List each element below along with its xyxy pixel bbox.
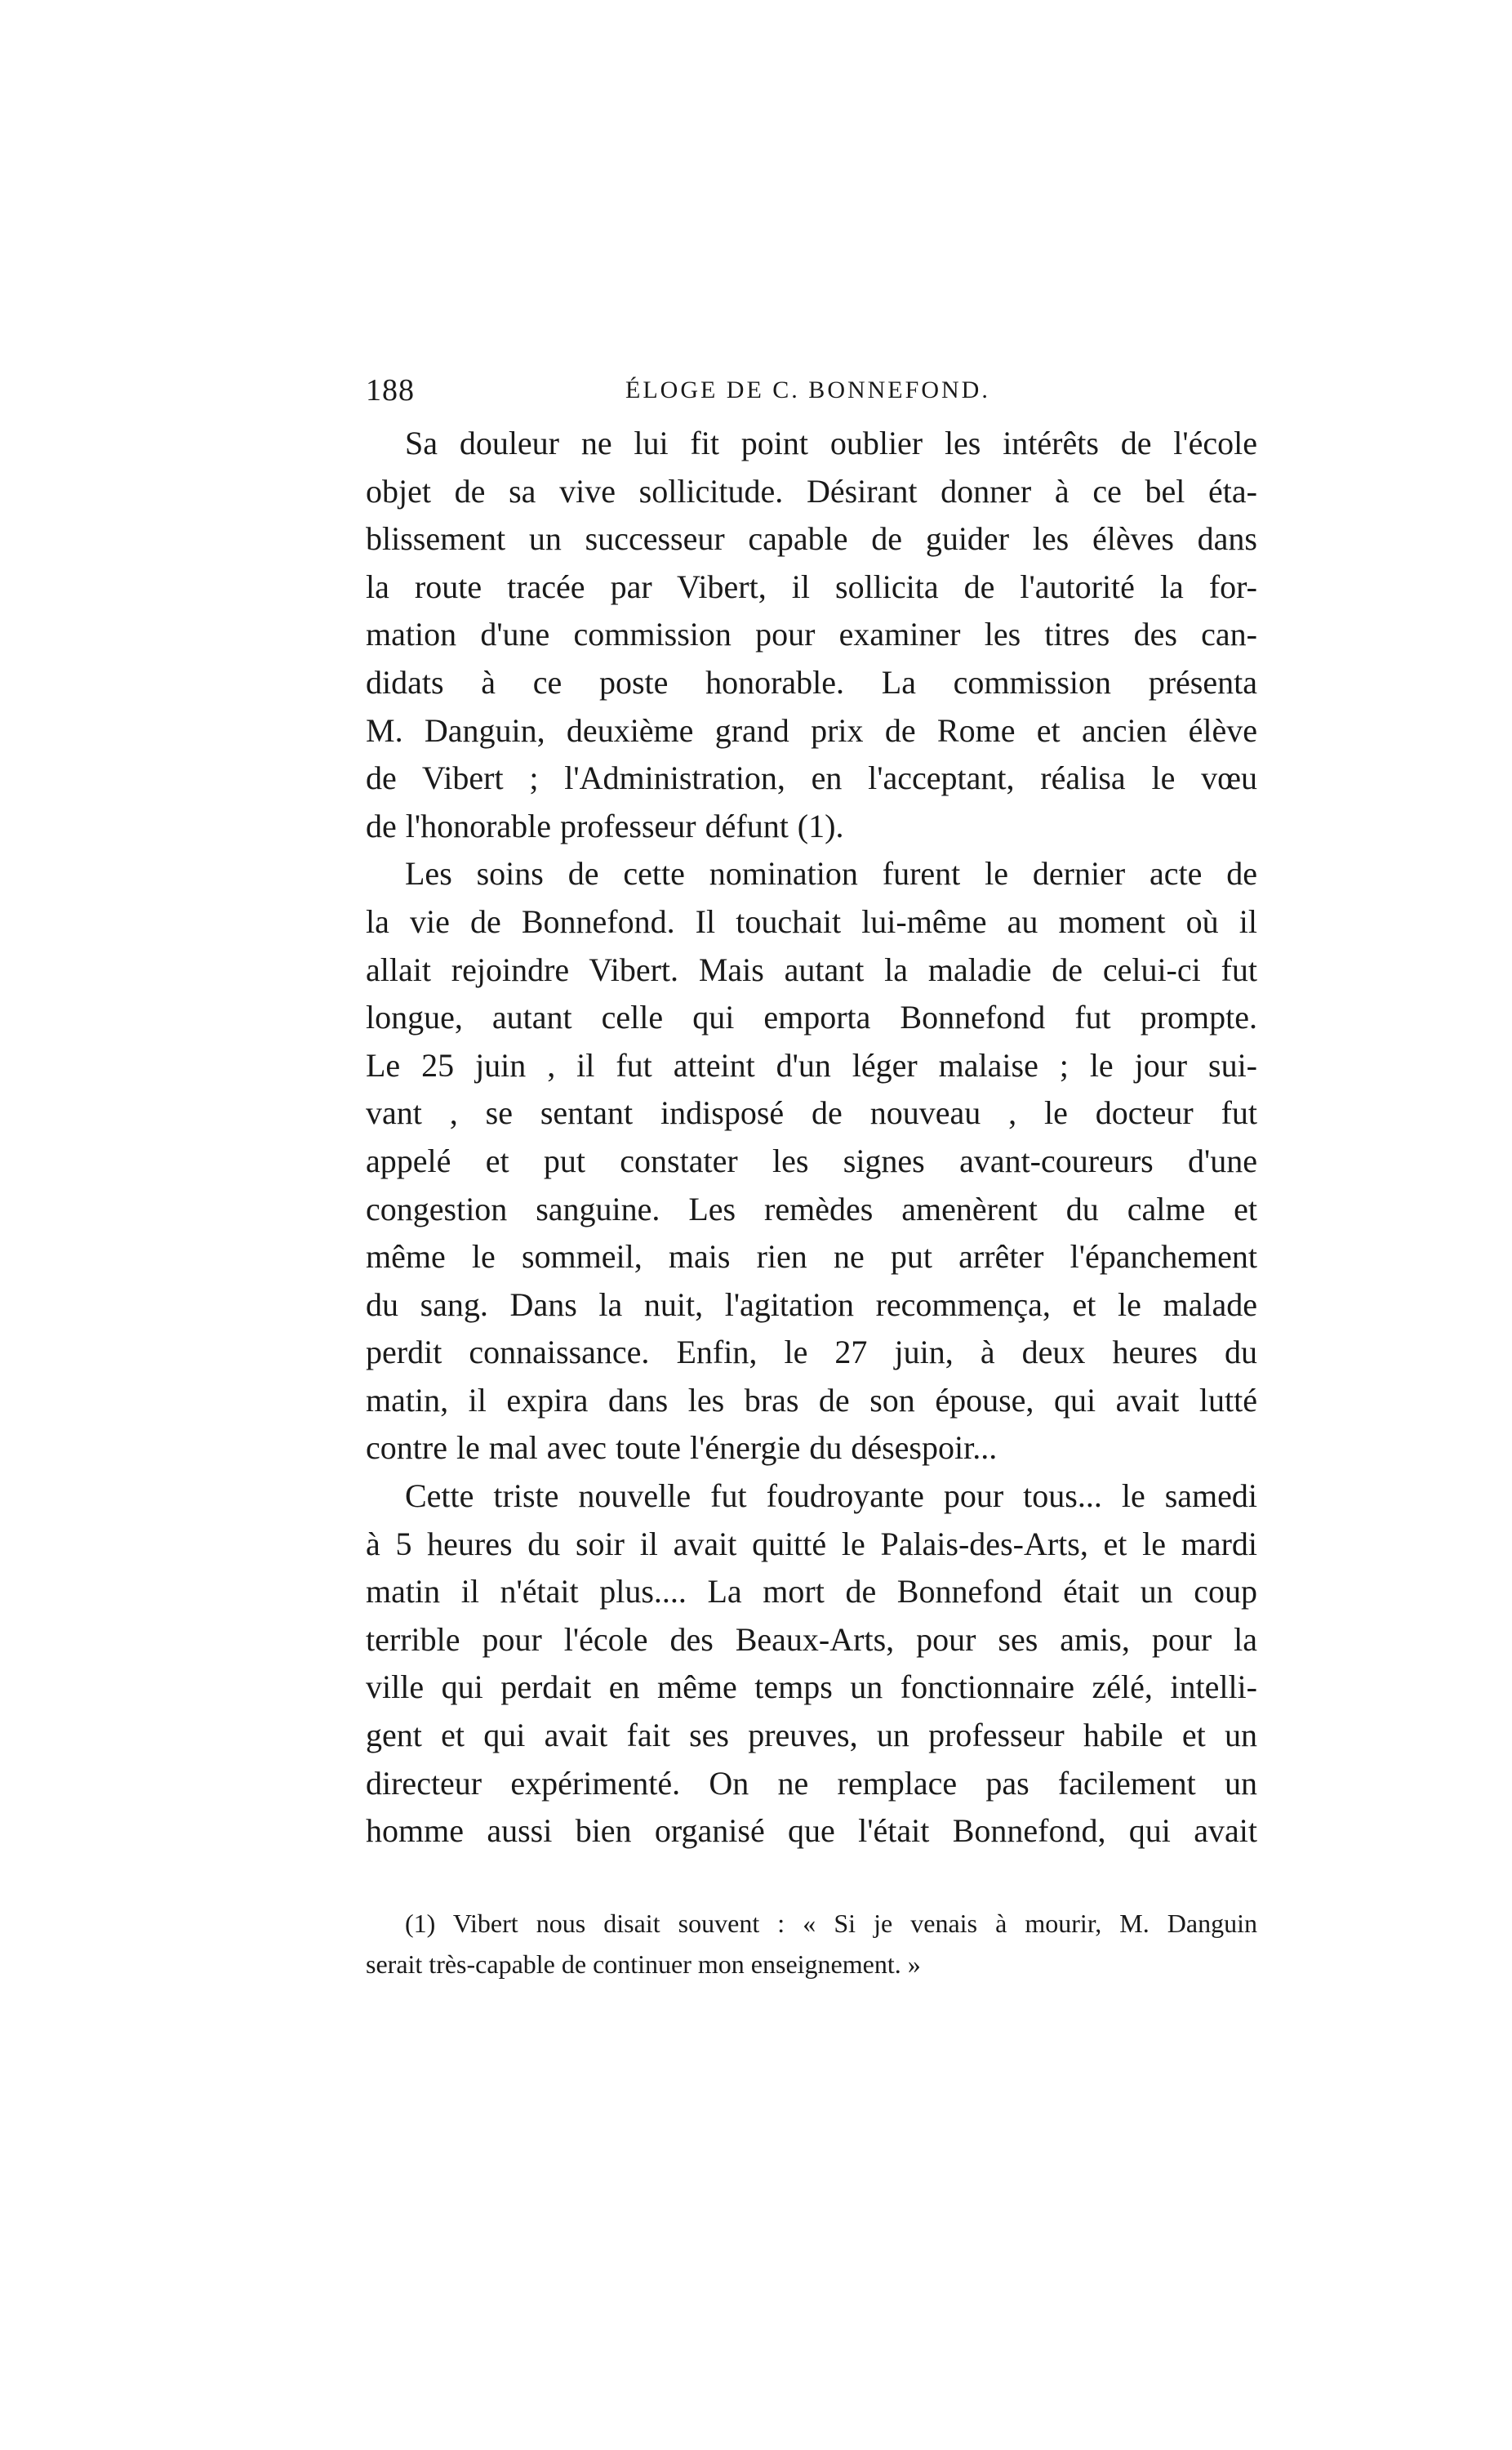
page-header	[366, 366, 1257, 415]
text-line: du sang. Dans la nuit, l'agitation recommença, et le malade	[366, 1285, 1257, 1323]
text-line: congestion sanguine. Les remèdes amenèrent du calme et	[366, 1190, 1257, 1227]
text-line: la route tracée par Vibert, il sollicita de l'autorité la for-	[366, 568, 1257, 605]
text-line: homme aussi bien organisé que l'était Bonnefond, qui avait	[366, 1812, 1257, 1850]
footnote-line: serait très-capable de continuer mon enseignement. »	[366, 1949, 921, 1979]
text-line: matin il n'était plus.... La mort de Bonnefond était un coup	[366, 1573, 1257, 1610]
text-line: appelé et put constater les signes avant-coureurs d'une	[366, 1142, 1257, 1179]
text-line: Les soins de cette nomination furent le dernier acte de	[405, 855, 1257, 893]
text-line: blissement un successeur capable de guider les élèves dans	[366, 520, 1257, 558]
text-line: Cette triste nouvelle fut foudroyante pour tous... le samedi	[405, 1477, 1257, 1515]
text-line: didats à ce poste honorable. La commission présenta	[366, 663, 1257, 701]
text-line: même le sommeil, mais rien ne put arrêter l'épanchement	[366, 1238, 1257, 1276]
text-line: M. Danguin, deuxième grand prix de Rome et ancien élève	[366, 711, 1257, 749]
text-line: de l'honorable professeur défunt (1).	[366, 807, 844, 844]
body-text	[366, 420, 1257, 1855]
text-line: directeur expérimenté. On ne remplace pas facilement un	[366, 1764, 1257, 1802]
page-number: 188	[366, 373, 415, 408]
running-title: ÉLOGE DE C. BONNEFOND.	[625, 376, 990, 403]
text-line: perdit connaissance. Enfin, le 27 juin, à deux heures du	[366, 1334, 1257, 1371]
text-line: à 5 heures du soir il avait quitté le Palais-des-Arts, et le mardi	[366, 1525, 1257, 1562]
text-line: longue, autant celle qui emporta Bonnefond fut prompte.	[366, 999, 1257, 1036]
text-line: ville qui perdait en même temps un fonctionnaire zélé, intelli-	[366, 1668, 1257, 1706]
text-line: terrible pour l'école des Beaux-Arts, pour ses amis, pour la	[366, 1620, 1257, 1658]
text-line: objet de sa vive sollicitude. Désirant donner à ce bel éta-	[366, 472, 1257, 510]
text-line: Sa douleur ne lui fit point oublier les intérêts de l'école	[405, 425, 1257, 461]
text-line: de Vibert ; l'Administration, en l'acceptant, réalisa le vœu	[366, 760, 1257, 797]
text-line: Le 25 juin , il fut atteint d'un léger malaise ; le jour sui-	[366, 1046, 1257, 1084]
text-line: gent et qui avait fait ses preuves, un professeur habile et un	[366, 1717, 1257, 1754]
text-line: matin, il expira dans les bras de son épouse, qui avait lutté	[366, 1381, 1257, 1419]
text-line: la vie de Bonnefond. Il touchait lui-même au moment où il	[366, 902, 1257, 940]
text-line: mation d'une commission pour examiner les titres des can-	[366, 616, 1257, 653]
text-line: vant , se sentant indisposé de nouveau , le docteur fut	[366, 1094, 1257, 1132]
footnote	[366, 1903, 1257, 1984]
footnote-line: (1) Vibert nous disait souvent : « Si je venais à mourir, M. Danguin	[405, 1909, 1257, 1938]
text-line: contre le mal avec toute l'énergie du désespoir...	[366, 1429, 998, 1467]
text-line: allait rejoindre Vibert. Mais autant la maladie de celui-ci fut	[366, 951, 1257, 988]
